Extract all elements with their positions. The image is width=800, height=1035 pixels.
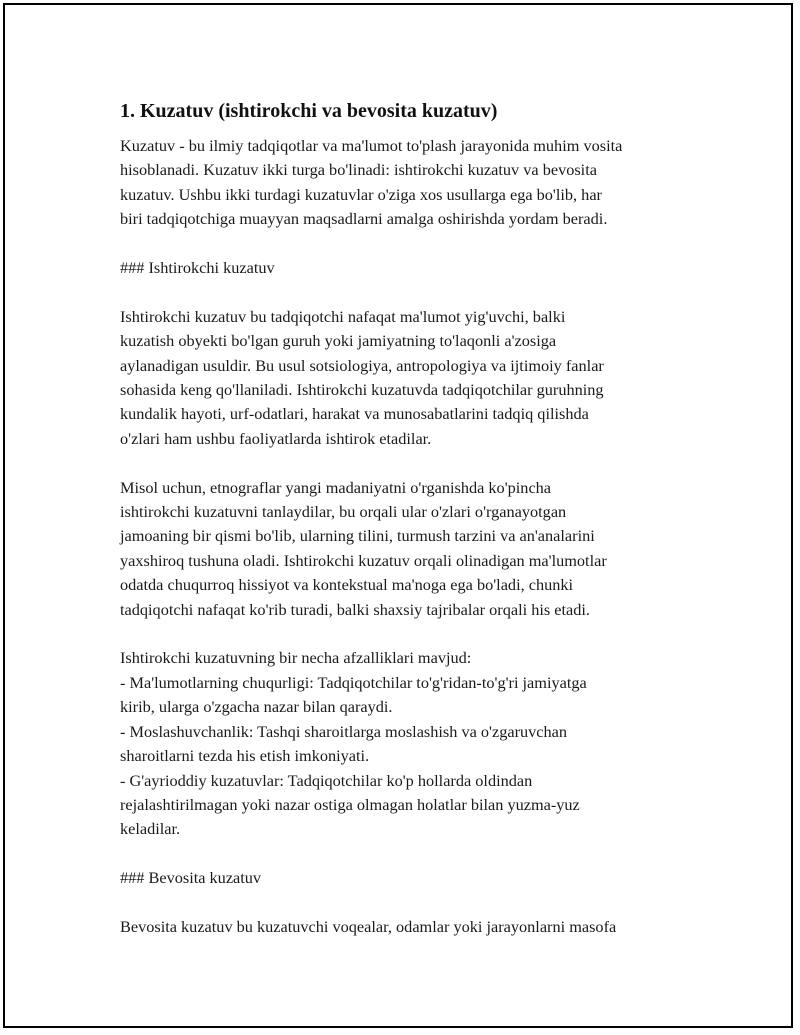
intro-paragraph: Kuzatuv - bu ilmiy tadqiqotlar va ma'lumot to'plash jarayonida muhim vosita hisoblanadi. Kuzatuv ikki turga bo'linadi: ishtirokchi kuzatuv va bevosita kuzatuv. Ushbu ikki turdagi kuzatuvlar o'ziga xos usullarga ega bo'lib, har biri tadqiqotchiga muayyan maqsadlarni amalga oshirishda yordam beradi.	[120, 136, 623, 229]
subheading-ishtirokchi: ### Ishtirokchi kuzatuv	[120, 258, 275, 278]
advantages-list: Ishtirokchi kuzatuvning bir necha afzalliklari mavjud: - Ma'lumotlarning chuqurligi: Tadqiqotchilar to'g'ridan-to'g'ri jamiyatga kirib, ularga o'zgacha nazar bilan qaraydi. - Moslashuvchanlik: Tashqi sharoitlarga moslashish va o'zgaruvchan sharoitlarni tezda his etish imkoniyati. - G'ayrioddiy kuzatuvlar: Tadqiqotchilar ko'p hollarda oldindan rejalashtirilmagan yoki nazar ostiga olmagan holatlar bilan yuzma-yuz keladilar.	[120, 648, 587, 839]
document-body	[120, 97, 705, 964]
bevosita-paragraph: Bevosita kuzatuv bu kuzatuvchi voqealar, odamlar yoki jarayonlarni masofa	[120, 916, 617, 936]
example-paragraph: Misol uchun, etnograflar yangi madaniyatni o'rganishda ko'pincha ishtirokchi kuzatuvni tanlaydilar, bu orqali ular o'zlari o'rganayotgan jamoaning bir qismi bo'lib, ularning tilini, turmush tarzini va an'analarini yaxshiroq tushuna oladi. Ishtirokchi kuzatuv orqali olinadigan ma'lumotlar odatda chuqurroq hissiyot va kontekstual ma'noga ega bo'ladi, chunki tadqiqotchi nafaqat ko'rib turadi, balki shaxsiy tajribalar orqali his etadi.	[120, 477, 607, 619]
subheading-bevosita: ### Bevosita kuzatuv	[120, 868, 262, 888]
document-title: 1. Kuzatuv (ishtirokchi va bevosita kuzatuv)	[120, 100, 498, 122]
ishtirokchi-paragraph: Ishtirokchi kuzatuv bu tadqiqotchi nafaqat ma'lumot yig'uvchi, balki kuzatish obyekti bo'lgan guruh yoki jamiyatning to'laqonli a'zosiga aylanadigan usuldir. Bu usul sotsiologiya, antropologiya va ijtimoiy fanlar sohasida keng qo'llaniladi. Ishtirokchi kuzatuvda tadqiqotchilar guruhning kundalik hayoti, urf-odatlari, harakat va munosabatlarini tadqiq qilishda o'zlari ham ushbu faoliyatlarda ishtirok etadilar.	[120, 306, 604, 448]
page-frame	[3, 3, 793, 1028]
